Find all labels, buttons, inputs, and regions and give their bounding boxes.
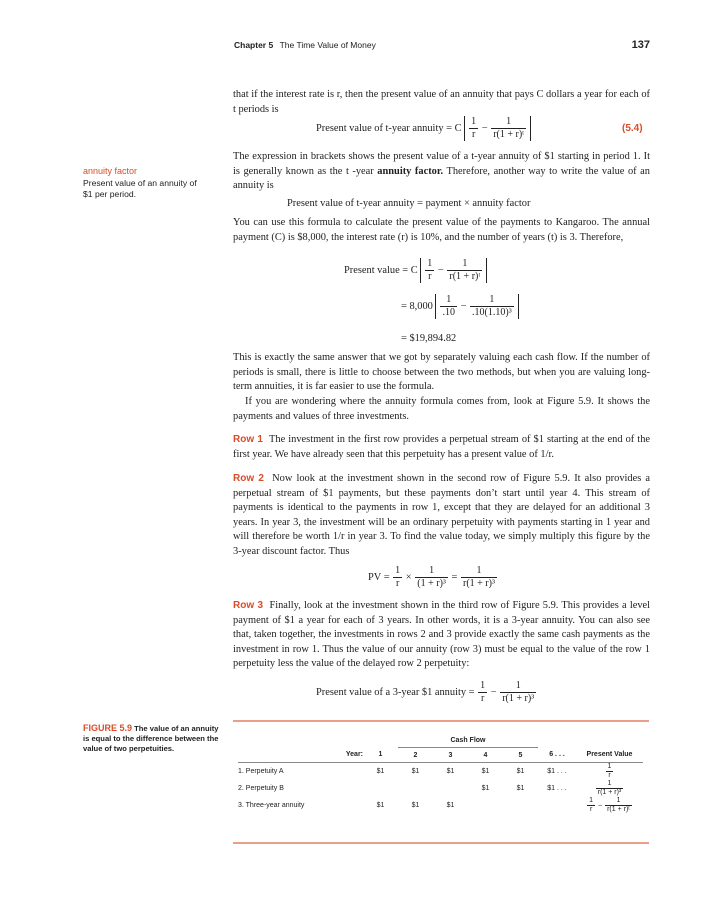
equation-payment-factor: Present value of t-year annuity = payment × annuity factor (287, 198, 531, 209)
equation-5-4 (316, 116, 531, 141)
paragraph-figure-ref: If you are wondering where the annuity formula comes from, look at Figure 5.9. It shows the payments and values of three investments. (233, 396, 650, 422)
row1-paragraph: Row 1 The investment in the first row provides a perpetual stream of $1 starting at the end of the first year. We have already seen that this perpetuity has a present value of 1/r. (233, 434, 650, 460)
margin-term: annuity factor (83, 166, 138, 176)
equation-number: (5.4) (622, 123, 643, 134)
chapter-title: The Time Value of Money (279, 40, 376, 50)
row3-paragraph: Row 3 Finally, look at the investment shown in the third row of Figure 5.9. This provides a level payment of $1 a year for each of 3 years. In other words, it is a 3-year annuity. You can also see that, taken together, the investments in rows 2 and 3 provide exactly the same cash payments as the investment in row 1. Thus the value of our annuity (row 3) must be equal to the value of the row 1 perpetuity less the value of the delayed row 2 perpetuity: (233, 600, 651, 670)
annuity-factor-term: annuity factor. (377, 165, 444, 177)
present-value-header: Present Value (586, 751, 633, 759)
row3-label: Row 3 (233, 600, 264, 611)
cash-flow-title: Cash Flow (398, 733, 538, 748)
table-row: 3. Three-year annuity $1 $1 $1 $\frac{1}{r}$ − $\frac{1}{\text{r(1 + r)ᵗ}}$ (238, 797, 630, 813)
figure-top-rule (233, 720, 649, 722)
chapter-label: Chapter 5 (234, 40, 274, 50)
equation-3yr-annuity: Present value of a 3-year $1 annuity = $\frac{1}{r}$ − $\frac{1}{\text{r(1 + r)³}}$ (316, 680, 535, 704)
calc-line-1: Present value = C $\frac{1}{r}$ − $\frac{1}{\text{r(1 + r)ᵗ}}$ (344, 258, 487, 283)
row2-paragraph: Row 2 Now look at the investment shown in the second row of Figure 5.9. It also provides a perpetual stream of $1 payments, but these payments don’t start until year 4. This stream of payments is identical to the payments in row 1, except that they are delayed for an additional 3 years. In year 3, the investment will be an ordinary perpetuity with payments starting in 1 year and will therefore be worth 1/r in year 3. To find the value today, we simply multiply this figure by the 3-year discount factor. Thus (233, 473, 650, 557)
row2-label: Row 2 (233, 473, 264, 484)
running-header (234, 40, 650, 54)
paragraph-kangaroo: You can use this formula to calculate the present value of the payments to Kangaroo. The annual payment (C) is $8,000, the interest rate (r) is 10%, and the number of years (t) is 3. Therefore, (233, 217, 650, 243)
eq54-lhs: Present value of t-year annuity = C (316, 122, 462, 134)
calc-line-3: = $19,894.82 (401, 333, 457, 344)
figure-caption (83, 723, 223, 754)
paragraph-comparison: This is exactly the same answer that we got by separately valuing each cash flow. If the number of periods is small, there is little to choose between the two methods, but when you are valuing long-term annuities, it is far easier to use the formula. (233, 352, 650, 393)
figure-number: FIGURE 5.9 (83, 723, 133, 733)
calc-line-2: = 8,000 $\frac{1}{.10}$ − $\frac{1}{\text{.10(1.10)³}}$ (401, 294, 519, 319)
figure-bottom-rule (233, 842, 649, 844)
paragraph-intro: that if the interest rate is r, then the present value of an annuity that pays C dollars a year for each of t periods is (233, 89, 650, 115)
year-label: Year: (345, 751, 363, 759)
table-row: 1. Perpetuity A $1 $1 $1 $1 $1 $1 . . . $\frac{1}{r}$ (238, 763, 612, 779)
figure-caption-text: The value of an annuity is equal to the difference between the value of two perpetuities. (83, 724, 219, 753)
figure-5-9-table: Cash Flow Year: 1 2 3 4 5 6 . . . Present Value 1. Perpetuity A $1 $1 $1 $1 $1 $1 . . . $\frac{1}{r}$ 2. Perpetuity B $1 $1 $1 . . . $\frac{1}{\text{r(1 + r)³}}$ 3. Three-year annuity $1 $1 $1 $\frac{1}{r}$ − $\frac{1}{\text{r(1 + r)ᵗ}}$ (238, 733, 643, 814)
row1-label: Row 1 (233, 434, 263, 445)
table-row: 2. Perpetuity B $1 $1 $1 . . . $\frac{1}{\text{r(1 + r)³}}$ (238, 780, 622, 796)
page-number: 137 (631, 39, 650, 51)
paragraph-annuity-factor: The expression in brackets shows the present value of a t-year annuity of $1 starting in period 1. It is generally known as the t -year annuity factor. Therefore, another way to write the value of an annuity is (233, 151, 650, 192)
eq54-bracket: $\frac{1}{r}$ − $\frac{1}{\text{r(1 + r)ᵗ}}$ (464, 116, 531, 141)
pv-equation: PV = $\frac{1}{r}$ × $\frac{1}{\text{(1 + r)³}}$ = $\frac{1}{\text{r(1 + r)³}}$ (368, 565, 495, 589)
margin-definition: Present value of an annuity of $1 per period. (83, 178, 197, 199)
